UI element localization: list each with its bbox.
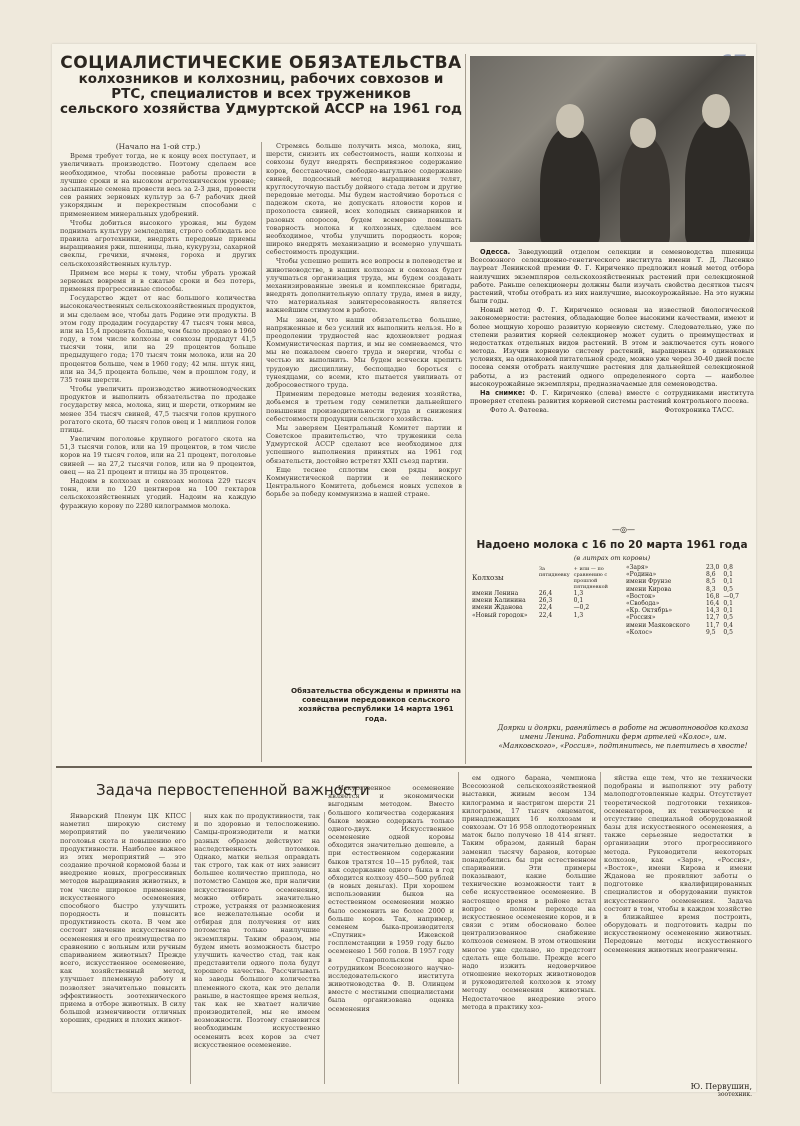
article2-column-4	[462, 774, 596, 1088]
table-row: «Свобода» 16,4 0,1	[626, 599, 733, 607]
table-row: имени Маяковского 11,7 0,4	[626, 621, 733, 629]
table-row: «Колос» 9,5 0,5	[626, 628, 733, 636]
photo-caption	[470, 248, 754, 415]
headline	[60, 54, 462, 116]
article2-text: яйства еще тем, что не технически подобраны и выполняют эту работу малоподготовленные кадры. Отсутствует теоретической подготовки техников-осеменаторов, их техническое и отсутствие специальной оборудованной базы для искусственного осеменения, а также серьезные недостатки в организации этого прогрессивного метода. Руководители некоторых колхозов, как «Заря», «Россия», «Восток», имени Кирова и имени Жданова не проявляют заботы о подготовке квалифицированных специалистов и оборудовании пунктов искусственного осеменения. Задача состоит в том, чтобы в каждом хозяйстве в ближайшее время построить, оборудовать и подготовить кадры по искусственному осеменению животных. Передовые методы искусственного осеменения животных неограничены.	[604, 774, 752, 954]
article1-paragraph: Государство ждет от нас большого количества высококачественных сельскохозяйственных продуктов, и мы сделаем все, чтобы дать Родине эти продукты. В этом году продадим государству 47 тысяч тонн мяса, или на 15,4 процента больше, чем было продано в 1960 году, в том числе колхозы и совхозы продадут 41,5 тысячи тонн, или на 29 процентов больше предыдущего года; 170 тысяч тонн молока, или на 20 процентов больше, чем в 1960 году; 42 млн. штук яиц, или на 34,5 процента больше, чем в прошлом году, и 735 тонн шерсти.	[60, 294, 256, 384]
article2-column-3	[328, 784, 454, 1088]
table-row: имени Кирова 8,3 0,5	[626, 585, 733, 593]
headline-line-1: СОЦИАЛИСТИЧЕСКИЕ ОБЯЗАТЕЛЬСТВА	[60, 53, 462, 73]
photo-laboratory	[470, 56, 754, 242]
article2-column-2	[194, 812, 320, 1088]
table-row: имени Ленина 26,4 1,3	[472, 590, 584, 597]
newspaper-page	[52, 44, 756, 1098]
article1-paragraph: Чтобы увеличить производство животноводческих продуктов и выполнить обязательства по продаже государству мяса, молока, яиц и шерсти, откормим не менее 354 тысяч свиней, 47,5 тысячи голов крупного рогатого скота, 60 тысяч голов овец и 1 миллион голов птицы.	[60, 385, 256, 434]
author-name: Ю. Первушин,	[690, 1082, 752, 1091]
table-row: имени Фрунзе 8,5 0,1	[626, 578, 733, 586]
caption-place: Одесса.	[480, 248, 511, 256]
article1-paragraph: Чтобы добиться высокого урожая, мы будем поднимать культуру земледелия, строго соблюдать все правила агротехники, внедрять передовые приемы выращивания ржи, пшеницы, льна, кукурузы, сахарной свеклы, гречихи, ячменя, гороха и других сельскохозяйственных культур.	[60, 218, 256, 268]
table-header: Колхозы	[472, 573, 504, 582]
column-divider	[261, 142, 262, 762]
article1-paragraph: Мы заверяем Центральный Комитет партии и Советское правительство, что труженики села Удмуртской АССР сделают все необходимое для успешного выполнения принятых на 1961 год обязательств, достойно встретят XXII съезд партии.	[266, 423, 462, 465]
milk-yield-appeal: Доярки и доярки, равняйтесь в работе на животноводов колхоза имени Ленина. Работники ферм артелей «Колос», им. «Маяковского», «Россия», подтянитесь, не плетитесь в хвосте!	[497, 724, 749, 751]
article1-paragraph: Еще теснее сплотим свои ряды вокруг Коммунистической партии и ее ленинского Центрального Комитета, добьемся новых успехов в борьбе за победу коммунизма в нашей стране.	[266, 465, 462, 499]
table-row: имени Жданова 22,4 —0,2	[472, 604, 590, 612]
author-signature	[642, 1082, 752, 1098]
table-row: «Россия» 12,7 0,5	[626, 614, 733, 622]
table-row: имени Калинина 26,3 0,1	[472, 597, 584, 605]
author-role: зоотехник.	[717, 1091, 752, 1098]
table-row: «Родина» 8,6 0,1	[626, 571, 733, 579]
milk-table-left	[470, 566, 620, 619]
caption-photo-label: На снимке:	[480, 388, 526, 397]
article2-text: ных как по продуктивности, так и по здоровью и телосложению. Самцы-производители и матки разных образом действуют на наследственность потомков. Однако, матки нельзя оправдать так строго, так как от них зависит большее количество приплода, но потомство Самцов же, при наличии искусственного осеменения, можно отбирать значительно строже, устраняя от размножения все нежелательные особи и отбирая для получения от них потомства только наилучшие экземпляры. Таким образом, мы будем иметь возможность быстро улучшить качество стад, так как представители одного пола будут хорошего качества. Рассчитывать на заводы большого количества племенного скота, как это делали раньше, в настоящее время нельзя, так как не хватает наличие производителей, мы не имеем возможности. Поэтому становится необходимым искусственно осеменить всех коров за счет искусственное осеменение.	[194, 812, 320, 1049]
article1-paragraph: Стремясь больше получить мяса, молока, яиц, шерсти, снизить их себестоимость, наши колхозы и совхозы будут внедрять беспривязное содержание коров, бесстаночное, свободно-выгульное содержание свиней, подсосный метод выращивания телят, круглосуточную пастьбу дойного стада летом и другие передовые методы. Мы будем настойчиво бороться с падежом скота, не допускать яловости коров и прохолоста свиней, всех холодных свинарников и разовых опоросов, будем всемерно повышать товарность молока и колхозных, сделаем все необходимое, чтобы улучшить породность коров; широко внедрять механизацию и всемерно улучшать себестоимость продукции.	[266, 142, 462, 257]
table-row: «Заря» 23,0 0,8	[626, 564, 733, 571]
headline-line-3: РТС, специалистов и всех тружеников	[111, 85, 411, 102]
headline-line-4: сельского хозяйства Удмуртской АССР на 1961 год	[60, 100, 462, 117]
article1-summary: Обязательства обсуждены и приняты на совещании передовиков сельского хозяйства республики 14 марта 1961 года.	[291, 686, 461, 723]
agency-credit: Фотохроника ТАСС.	[664, 406, 734, 415]
table-row: «Новый городок» 22,4 1,3	[472, 611, 584, 619]
article1-paragraph: Увеличим поголовье крупного рогатого скота на 51,3 тысячи голов, или на 19 процентов, в том числе коров на 19 тысяч голов, или на 21 процент, поголовье свиней — на 27,2 тысячи голов, или на 9 процентов, овец — на 21 процент и птицы на 35 процентов.	[60, 435, 256, 476]
article1-column-2	[266, 142, 462, 682]
photo-credit: Фото А. Фатеева.	[490, 406, 549, 415]
article1-paragraph: Чтобы успешно решить все вопросы в полеводстве и животноводстве, в наших колхозах и совхозах будет улучшаться организация труда, мы будем создавать механизированные звенья и комплексные бригады, внедрять дополнительную оплату труда, имея в виду, что материальная заинтересованность является важнейшим стимулом в работе.	[266, 257, 462, 315]
continued-note: (Начало на 1-ой стр.)	[115, 142, 201, 151]
article2-text: Искусственное осеменение является и экономически выгодным методом. Вместо большого количества содержания быков можно содержать только одного-двух. Искусственное осеменение одной коровы обходится значительно дешевле, а при естественном содержании быков тратятся 10—15 рублей, так как содержание одного быка в год обходится колхозу 450—500 рублей (в новых деньгах). При хорошем использовании быков на естественном осеменении можно было осеменить не более 2000 и больше коров. Так, например, семенем быка-производителя «Спутник» Ижевской госплемстанции в 1959 году было осеменено 1 560 голов. В 1957 году в Ставропольском крае сотрудником Всесоюзного научно-исследовательского института животноводства Ф. В. Олинцем вместе с местными специалистами была организована оценка осеменения	[328, 784, 454, 1013]
article1-column-1	[60, 142, 256, 702]
article1-paragraph: Мы знаем, что наши обязательства большие, напряженные и без усилий их выполнить нельзя. Но в преодолении трудностей нас вдохновляет родная Коммунистическая партия, и мы не сомневаемся, что мы не пожалеем своего труда и энергии, чтобы с честью их выполнить. Мы будем всячески крепить трудовую дисциплину, беспощадно бороться с тунеядцами, со всеми, кто пытается увиливать от добросовестного труда.	[266, 315, 462, 389]
caption-text: Ф. Г. Кириченко (слева) вместе с сотрудниками института проверяет степень развития корневой системы растений контрольного посева.	[470, 388, 754, 406]
caption-text: Заведующий отделом селекции и семеноводства пшеницы Всесоюзного селекционно-генетического института имени Т. Д. Лысенко лауреат Ленинской премии Ф. Г. Кириченко предложил новый метод отбора наилучших экземпляров сельскохозяйственных растений при селекционной работе. Раньше селекционеры должны были изучать свойства десятков тысяч растений, чтобы отобрать из них наилучшие, высокоурожайные. На это нужны были годы.	[470, 248, 754, 306]
article2-text: Январский Пленум ЦК КПСС наметил широкую систему мероприятий по увеличению поголовья скота и повышению его продуктивности. Наиболее важное из этих мероприятий — это создание прочной кормовой базы и внедрение новых, прогрессивных методов выращивания животных, в том числе широкое применение искусственного осеменения, способного быстро улучшить породность и повысить продуктивность скота. В чем же состоит значение искусственного осеменения и его преимущества по сравнению с вольным или ручным спариванием животных? Прежде всего, искусственное осеменение, как хозяйственный метод, улучшает племенную работу и позволяет значительно повысить эффективность зоотехнического приема в отборе животных. В силу большой изменчивости отличных хороших, средних и плохих живот-	[60, 812, 186, 1025]
column-divider	[600, 772, 601, 1084]
caption-text: Новый метод Ф. Г. Кириченко основан на известной биологической закономерности: растения, обладающие более высокими качествами, имеют и более мощную хорошо развитую корневую систему. Следовательно, уже по степени развития корней селекционер может судить о преимуществах и недостатках отдельных видов растений. В этом и заключается суть нового метода. Изучив корневую систему растений, выращенных в одинаковых условиях, на одинаковой питательной среде, можно уже через 30-40 дней после посева семян отобрать наилучшие растения для дальнейшей селекционной работы, а из растений одного определенного сорта — наиболее высокоурожайные экземпляры, предназначаемые для семеноводства.	[470, 306, 754, 388]
section-divider	[56, 766, 752, 768]
article1-paragraph: Надоим в колхозах и совхозах молока 229 тысяч тонн, или по 120 центнеров на 100 гектаров сельскохозяйственных угодий. Надоим на каждую фуражную корову по 2280 килограммов молока.	[60, 477, 256, 510]
column-divider	[190, 812, 191, 1084]
article2-text: ем одного барана, чемпиона Всесоюзной сельскохозяйственной выставки, живым весом 134 килограмма и настригом шерсти 21 килограмм, 17 тысяч овцематок, принадлежащих 16 колхозам и совхозам. От 16 958 оплодотворенных маток было получено 18 414 ягнят. Таким образом, данный баран заменил тысячу баранов, которые понадобились бы при естественном спаривании. Эти примеры показывают, какие большие технические возможности таит в себе искусственное осеменение. В настоящее время в районе встал вопрос о полном переходе на искусственное осеменение коров, и в связи с этим обосновано более централизованное снабжение колхозов семенем. В этом отношении многое уже сделано, но предстоит сделать еще больше. Прежде всего надо изжить недоверчивое отношение некоторых животноводов и руководителей колхозов к этому методу осеменения животных. Недостаточное внедрение этого метода в практику хоз-	[462, 774, 596, 1011]
column-divider	[458, 772, 459, 1084]
article2-column-5	[604, 774, 752, 1074]
table-row: «Восток» 16,8 —0,7	[626, 592, 739, 600]
article2-title: Задача первостепенной важности	[96, 781, 370, 799]
milk-table-right	[624, 564, 754, 636]
table-row: «Кр. Октябрь» 14,3 0,1	[626, 607, 733, 615]
milk-yield-title: Надоено молока с 16 по 20 марта 1961 года	[476, 539, 748, 551]
article1-paragraph: Примем все меры к тому, чтобы убрать урожай зерновых вовремя и в сжатые сроки и без потерь, применяя прогрессивные способы.	[60, 268, 256, 294]
section-ornament: —◎—	[612, 525, 635, 534]
headline-line-2: колхозников и колхозниц, рабочих совхозов и	[78, 71, 444, 88]
column-divider	[324, 812, 325, 1084]
table-header: За пятидневку	[538, 566, 570, 578]
article2-column-1	[60, 812, 186, 1088]
milk-yield-subtitle: (в литрах от коровы)	[573, 554, 651, 562]
article1-paragraph: Применим передовые методы ведения хозяйства, добьемся в третьем году семилетки дальнейшего повышения производительности труда и снижения себестоимости продукции сельского хозяйства.	[266, 390, 462, 423]
article1-paragraph: Время требует тогда, не к концу всех поступает, и увеличивать производство. Поэтому сделаем все необходимое, чтобы посевные работы провести в лучшие сроки и на высоком агротехническом уровне; засыпанные семена провести весь за 2-3 дня, провести сев ранних зерновых культур за 6-7 рабочих дней узкорядным и перекрестным способами с применением минеральных удобрений.	[60, 152, 256, 218]
column-divider	[465, 54, 466, 764]
table-header: + или — по сравнению с прошлой пятидневкой	[573, 566, 608, 590]
